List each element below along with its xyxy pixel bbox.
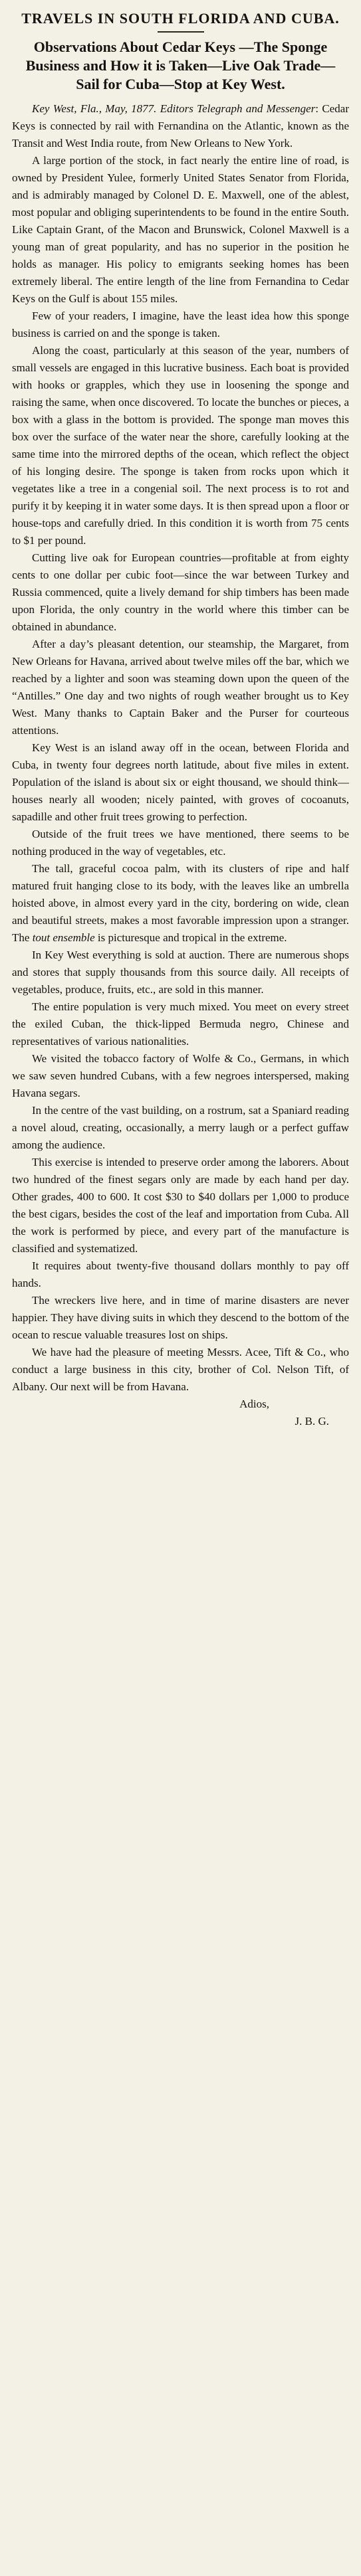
paragraph-steamship: After a day’s pleasant detention, our steamship, the Margaret, from New Orleans for Havana, arrived about twelve miles off the bar, which we reached by a lighter and soon was steaming down upon the queen of the “Antilles.” One day and two nights of rough weather brought us to Key West. Many thanks to Captain Baker and the Purser for courteous attentions. [12,638,349,737]
paragraph-key-west-island: Key West is an island away off in the ocean, between Florida and Cuba, in twenty four degrees north latitude, about five miles in extent. Population of the island is about six or eight thousand, we should think—houses nearly all wooden; nicely painted, with groves of cocoanuts, sapadille and other fruit trees growing to perfection. [12,741,349,823]
cocoa-palm-text: The tall, graceful cocoa palm, with its clusters of ripe and half matured fruit hanging close to its body, with the leaves like an umbrella hoisted above, in almost every yard in the city, bordering on wide, clean and beautiful streets, makes a most favorable impression upon a stranger. The [12,862,349,944]
paragraph-sponge-intro: Few of your readers, I imagine, have the least idea how this sponge business is carried on and the sponge is taken. [12,310,349,339]
paragraph-live-oak: Cutting live oak for European countries—profitable at from eighty cents to one dollar per cubic foot—since the war between Turkey and Russia commenced, quite a lively demand for ship timbers has been made upon Florida, the only country in the world where this timber can be obtained in abundance. [12,551,349,633]
paragraph-segar-production: This exercise is intended to preserve order among the laborers. About two hundred of the finest segars only are made by each hand per day. Other grades, 400 to 600. It cost $30 to $40 dollars per 1,000 to produce the best cigars, besides the cost of the leaf and importation from Cuba. All the work is performed by piece, and every part of the manufacture is classified and systematized. [12,1156,349,1255]
headline: TRAVELS IN SOUTH FLORIDA AND CUBA. [21,10,340,27]
author-signature: J. B. G. [295,1415,329,1427]
paragraph-payroll: It requires about twenty-five thousand dollars monthly to pay off hands. [12,1259,349,1289]
paragraph-fruit-trees: Outside of the fruit trees we have mentioned, there seems to be nothing produced in the way of vegetables, etc. [12,828,349,858]
paragraph-sponge-process: Along the coast, particularly at this season of the year, numbers of small vessels are engaged in this lucrative business. Each boat is provided with hooks or grapples, which they use in loosening the sponge and raising the same, when once discovered. To locate the bunches or pieces, a box with a glass in the bottom is provided. The sponge man moves this box over the surface of the water near the shore, carefully looking at the same time into the mirrored depths of the ocean, which reflect the object of his longing desire. The sponge is taken from rocks upon which it vegetates like a tree in a congenial soil. The next process is to rot and purify it by keeping it in water some days. It is then spread upon a floor or house-tops and carefully dried. In this condition it is worth from 75 cents to $1 per pound. [12,344,349,547]
dateline-body: : Cedar Keys is connected by rail with Fernandina on the Atlantic, known as the Transit and West India route, from New Orleans to New York. [12,102,349,149]
deck-subheadline: Observations About Cedar Keys —The Sponge Business and How it is Taken—Live Oak Trade—Sail for Cuba—Stop at Key West. [25,39,336,92]
dateline-place: Key West, Fla., May, 1877. [32,102,157,115]
paragraph-cocoa-palm [12,860,349,947]
tout-ensemble-phrase: tout ensemble [32,931,95,944]
paragraph-railroad: A large portion of the stock, in fact nearly the entire line of road, is owned by President Yulee, formerly United States Senator from Florida, and is admirably managed by Colonel D. E. Maxwell, one of the ablest, most popular and obliging superintendents to be found in the entire South. Like Captain Grant, of the Macon and Brunswick, Colonel Maxwell is a young man of great popularity, and has no superior in the position he holds as manager. His policy to emigrants seeking homes has been extremely liberal. The entire length of the line from Fernandina to Cedar Keys on the Gulf is about 155 miles. [12,154,349,305]
dateline-paragraph [12,100,349,152]
closing-adios: Adios, [239,1398,269,1410]
paragraph-acee-tift: We have had the pleasure of meeting Messrs. Acee, Tift & Co., who conduct a large business in this city, brother of Col. Nelson Tift, of Albany. Our next will be from Havana. [12,1346,349,1393]
headline-rule [158,31,204,33]
paragraph-reader: In the centre of the vast building, on a rostrum, sat a Spaniard reading a novel aloud, creating, occasionally, a merry laugh or a perfect guffaw among the audience. [12,1104,349,1151]
cocoa-palm-text-end: is picturesque and tropical in the extreme. [94,931,287,944]
paragraph-wreckers: The wreckers live here, and in time of marine disasters are never happier. They have diving suits in which they descend to the bottom of the ocean to rescue valuable treasures lost on ships. [12,1294,349,1341]
dateline-address: Editors [160,102,197,115]
paragraph-population: The entire population is very much mixed. You meet on every street the exiled Cuban, the thick-lipped Bermuda negro, Chinese and representatives of various nationalities. [12,1000,349,1048]
paragraph-auction: In Key West everything is sold at auction. There are numerous shops and stores that supply thousands from this source daily. All receipts of vegetables, produce, fruits, etc., are sold in this manner. [12,949,349,996]
dateline-paper-name: Telegraph and Messenger [197,102,316,115]
paragraph-tobacco-factory: We visited the tobacco factory of Wolfe & Co., Germans, in which we saw seven hundred Cubans, with a few negroes interspersed, making Havana segars. [12,1052,349,1099]
